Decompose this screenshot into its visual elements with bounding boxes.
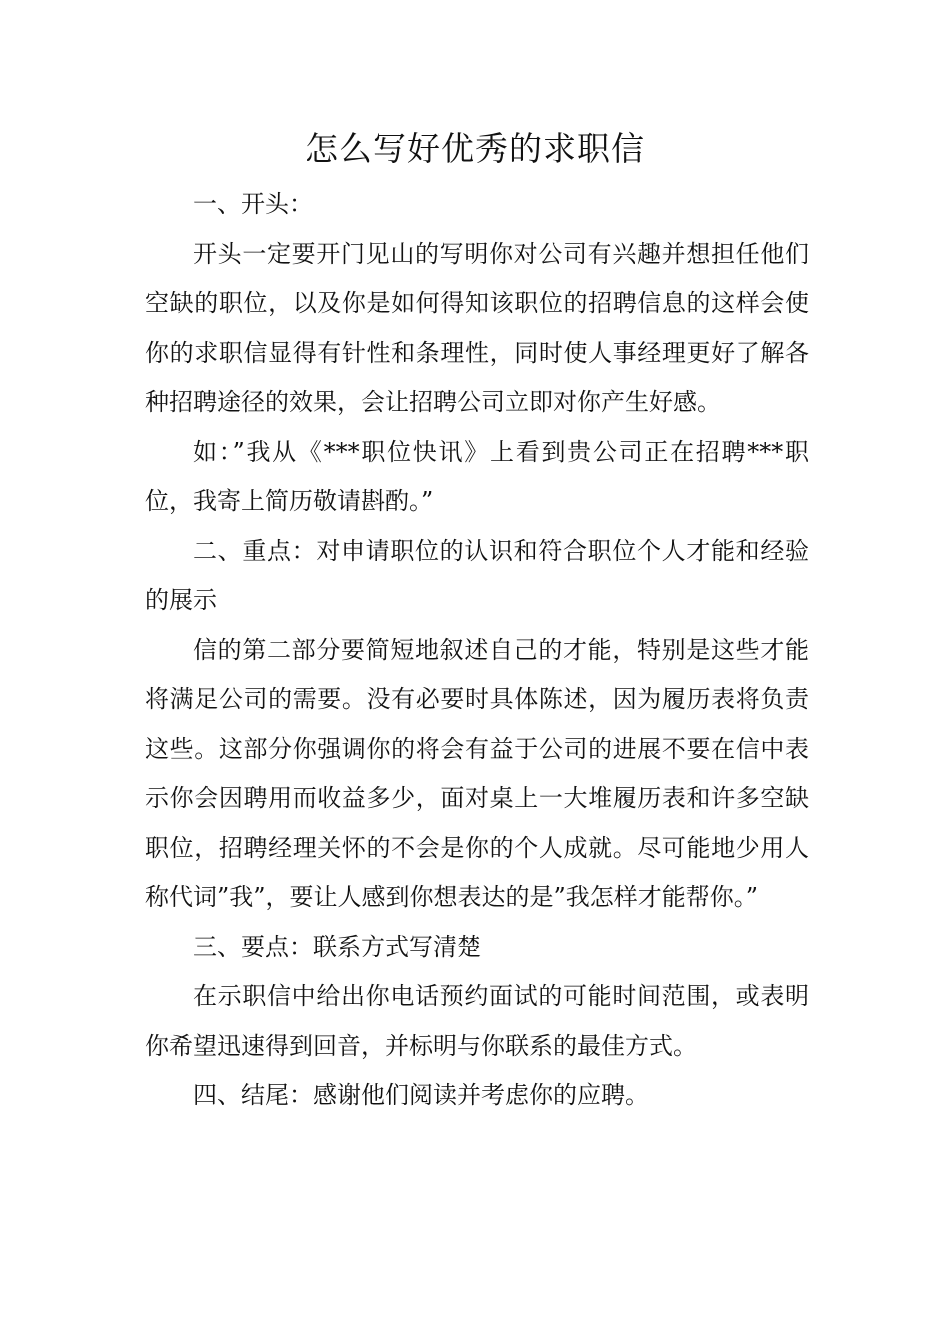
document-title: 怎么写好优秀的求职信 xyxy=(305,129,645,168)
heading-opening: 一、开头： xyxy=(193,190,313,218)
paragraph-opening: 开头一定要开门见山的写明你对公司有兴趣并想担任他们空缺的职位，以及你是如何得知该职位的招聘信息的这样会使你的求职信显得有针性和条理性，同时使人事经理更好了解各种招聘途径的效果，会让招聘公司立即对你产生好感。 xyxy=(145,239,809,416)
heading-contact: 三、要点：联系方式写清楚 xyxy=(193,932,481,961)
heading-closing: 四、结尾：感谢他们阅读并考虑你的应聘。 xyxy=(193,1081,649,1109)
paragraph-contact: 在示职信中给出你电话预约面试的可能时间范围，或表明你希望迅速得到回音，并标明与你联系的最佳方式。 xyxy=(145,982,809,1060)
paragraph-key-point: 信的第二部分要简短地叙述自己的才能，特别是这些才能将满足公司的需要。没有必要时具体陈述，因为履历表将负责这些。这部分你强调你的将会有益于公司的进展不要在信中表示你会因聘用而收益多少，面对桌上一大堆履历表和许多空缺职位，招聘经理关怀的不会是你的个人成就。尽可能地少用人称代词”我”，要让人感到你想表达的是”我怎样才能帮你。” xyxy=(145,635,809,911)
document-body xyxy=(145,180,809,1121)
heading-key-point: 二、重点：对申请职位的认识和符合职位个人才能和经验的展示 xyxy=(145,536,809,614)
paragraph-example: 如：”我从《***职位快讯》上看到贵公司正在招聘***职位，我寄上简历敬请斟酌。” xyxy=(145,437,809,515)
